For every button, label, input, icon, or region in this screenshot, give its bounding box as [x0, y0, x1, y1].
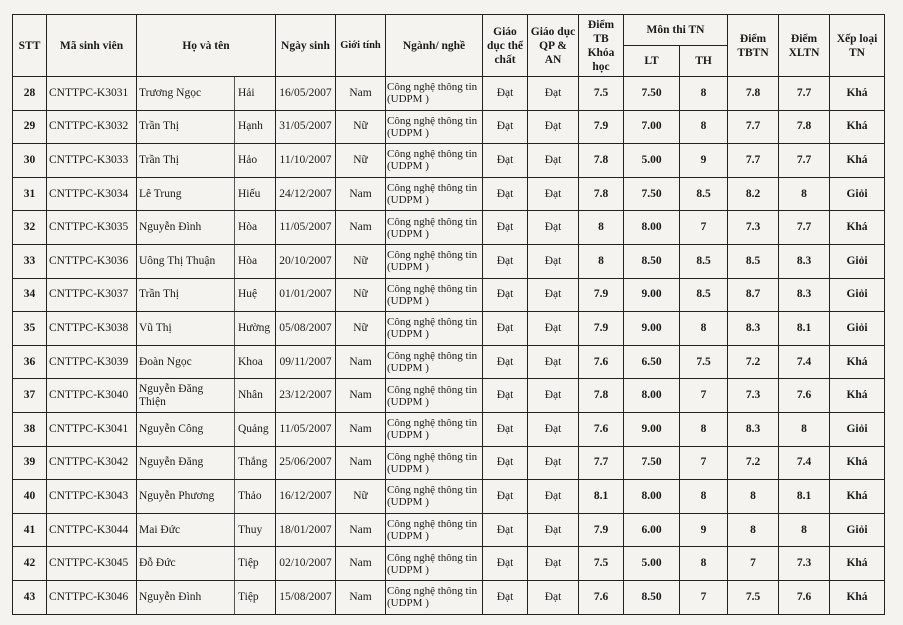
cell-dob: 15/08/2007: [276, 580, 336, 614]
cell-gpa: 8: [579, 244, 624, 278]
header-student-id: Mã sinh viên: [47, 15, 137, 77]
cell-stt: 43: [13, 580, 47, 614]
cell-tbtn: 7.8: [728, 77, 779, 111]
cell-lt: 8.00: [624, 379, 680, 413]
cell-defense: Đạt: [528, 110, 579, 144]
header-tbtn: Điểm TBTN: [728, 15, 779, 77]
cell-rank: Giỏi: [830, 244, 885, 278]
table-row: [13, 312, 885, 346]
cell-gender: Nam: [336, 412, 386, 446]
cell-major: Công nghệ thông tin (UDPM ): [386, 379, 483, 413]
cell-xltn: 8.1: [779, 312, 830, 346]
cell-first-name: Hạnh: [235, 110, 276, 144]
cell-major: Công nghệ thông tin (UDPM ): [386, 110, 483, 144]
cell-th: 8: [680, 480, 728, 514]
cell-pe: Đạt: [483, 345, 528, 379]
cell-major: Công nghệ thông tin (UDPM ): [386, 77, 483, 111]
cell-lt: 5.00: [624, 144, 680, 178]
cell-lt: 7.00: [624, 110, 680, 144]
cell-xltn: 7.3: [779, 547, 830, 581]
cell-rank: Khá: [830, 144, 885, 178]
cell-rank: Khá: [830, 580, 885, 614]
cell-gpa: 7.8: [579, 144, 624, 178]
table-row: [13, 244, 885, 278]
cell-pe: Đạt: [483, 177, 528, 211]
cell-student-id: CNTTPC-K3032: [47, 110, 137, 144]
cell-defense: Đạt: [528, 177, 579, 211]
cell-gender: Nam: [336, 547, 386, 581]
cell-stt: 36: [13, 345, 47, 379]
cell-tbtn: 7.3: [728, 379, 779, 413]
results-body: [13, 77, 885, 615]
cell-student-id: CNTTPC-K3039: [47, 345, 137, 379]
cell-stt: 35: [13, 312, 47, 346]
cell-defense: Đạt: [528, 244, 579, 278]
cell-stt: 32: [13, 211, 47, 245]
cell-pe: Đạt: [483, 211, 528, 245]
cell-last-name: Nguyễn Đăng: [137, 446, 235, 480]
cell-rank: Giỏi: [830, 177, 885, 211]
cell-first-name: Tiệp: [235, 580, 276, 614]
cell-last-name: Trần Thị: [137, 144, 235, 178]
cell-gender: Nam: [336, 446, 386, 480]
cell-rank: Khá: [830, 211, 885, 245]
cell-pe: Đạt: [483, 412, 528, 446]
cell-lt: 5.00: [624, 547, 680, 581]
cell-rank: Khá: [830, 77, 885, 111]
cell-first-name: Thắng: [235, 446, 276, 480]
cell-gender: Nữ: [336, 278, 386, 312]
cell-stt: 38: [13, 412, 47, 446]
cell-dob: 16/12/2007: [276, 480, 336, 514]
cell-gpa: 7.9: [579, 110, 624, 144]
cell-student-id: CNTTPC-K3036: [47, 244, 137, 278]
cell-last-name: Vũ Thị: [137, 312, 235, 346]
table-row: [13, 580, 885, 614]
grade-sheet: [12, 14, 884, 615]
cell-stt: 37: [13, 379, 47, 413]
cell-gpa: 7.6: [579, 580, 624, 614]
table-row: [13, 547, 885, 581]
header-dob: Ngày sinh: [276, 15, 336, 77]
cell-xltn: 7.4: [779, 446, 830, 480]
table-row: [13, 345, 885, 379]
cell-defense: Đạt: [528, 278, 579, 312]
cell-stt: 34: [13, 278, 47, 312]
cell-first-name: Khoa: [235, 345, 276, 379]
cell-tbtn: 8.2: [728, 177, 779, 211]
cell-stt: 30: [13, 144, 47, 178]
cell-student-id: CNTTPC-K3034: [47, 177, 137, 211]
cell-tbtn: 7: [728, 547, 779, 581]
cell-pe: Đạt: [483, 244, 528, 278]
cell-pe: Đạt: [483, 513, 528, 547]
table-row: [13, 177, 885, 211]
cell-defense: Đạt: [528, 412, 579, 446]
cell-first-name: Thuy: [235, 513, 276, 547]
cell-lt: 8.50: [624, 244, 680, 278]
header-lt: LT: [624, 46, 680, 77]
cell-gpa: 7.9: [579, 312, 624, 346]
cell-defense: Đạt: [528, 211, 579, 245]
cell-first-name: Hiếu: [235, 177, 276, 211]
cell-tbtn: 7.3: [728, 211, 779, 245]
cell-first-name: Quảng: [235, 412, 276, 446]
cell-defense: Đạt: [528, 446, 579, 480]
cell-dob: 11/05/2007: [276, 412, 336, 446]
cell-th: 7: [680, 446, 728, 480]
cell-gpa: 7.5: [579, 547, 624, 581]
cell-student-id: CNTTPC-K3037: [47, 278, 137, 312]
table-row: [13, 412, 885, 446]
cell-defense: Đạt: [528, 513, 579, 547]
cell-pe: Đạt: [483, 77, 528, 111]
cell-th: 8.5: [680, 278, 728, 312]
cell-dob: 16/05/2007: [276, 77, 336, 111]
cell-last-name: Lê Trung: [137, 177, 235, 211]
cell-lt: 7.50: [624, 446, 680, 480]
table-row: [13, 446, 885, 480]
cell-student-id: CNTTPC-K3045: [47, 547, 137, 581]
cell-first-name: Thảo: [235, 480, 276, 514]
cell-lt: 6.00: [624, 513, 680, 547]
cell-pe: Đạt: [483, 278, 528, 312]
cell-last-name: Trần Thị: [137, 110, 235, 144]
cell-gpa: 7.6: [579, 412, 624, 446]
cell-rank: Khá: [830, 547, 885, 581]
cell-gpa: 8: [579, 211, 624, 245]
cell-rank: Khá: [830, 446, 885, 480]
cell-major: Công nghệ thông tin (UDPM ): [386, 547, 483, 581]
cell-major: Công nghệ thông tin (UDPM ): [386, 278, 483, 312]
table-row: [13, 379, 885, 413]
cell-student-id: CNTTPC-K3031: [47, 77, 137, 111]
cell-last-name: Mai Đức: [137, 513, 235, 547]
cell-xltn: 7.7: [779, 77, 830, 111]
cell-student-id: CNTTPC-K3035: [47, 211, 137, 245]
cell-stt: 41: [13, 513, 47, 547]
cell-xltn: 8.3: [779, 278, 830, 312]
cell-th: 8: [680, 110, 728, 144]
cell-last-name: Đỗ Đức: [137, 547, 235, 581]
cell-th: 8: [680, 547, 728, 581]
cell-stt: 31: [13, 177, 47, 211]
cell-dob: 11/10/2007: [276, 144, 336, 178]
cell-lt: 9.00: [624, 412, 680, 446]
cell-tbtn: 8.3: [728, 412, 779, 446]
cell-major: Công nghệ thông tin (UDPM ): [386, 177, 483, 211]
cell-rank: Giỏi: [830, 312, 885, 346]
cell-first-name: Hòa: [235, 211, 276, 245]
cell-xltn: 8: [779, 513, 830, 547]
cell-th: 7: [680, 379, 728, 413]
cell-th: 7: [680, 580, 728, 614]
cell-th: 9: [680, 513, 728, 547]
cell-th: 9: [680, 144, 728, 178]
cell-rank: Khá: [830, 110, 885, 144]
cell-xltn: 7.8: [779, 110, 830, 144]
cell-rank: Khá: [830, 379, 885, 413]
cell-dob: 24/12/2007: [276, 177, 336, 211]
cell-tbtn: 8.5: [728, 244, 779, 278]
table-row: [13, 77, 885, 111]
cell-major: Công nghệ thông tin (UDPM ): [386, 312, 483, 346]
cell-stt: 28: [13, 77, 47, 111]
cell-last-name: Nguyễn Công: [137, 412, 235, 446]
cell-lt: 8.50: [624, 580, 680, 614]
header-major: Ngành/ nghề: [386, 15, 483, 77]
cell-dob: 05/08/2007: [276, 312, 336, 346]
cell-defense: Đạt: [528, 144, 579, 178]
cell-last-name: Nguyễn Đình: [137, 580, 235, 614]
cell-lt: 9.00: [624, 278, 680, 312]
cell-gpa: 7.7: [579, 446, 624, 480]
cell-student-id: CNTTPC-K3041: [47, 412, 137, 446]
table-row: [13, 211, 885, 245]
cell-last-name: Nguyễn Phương: [137, 480, 235, 514]
table-row: [13, 480, 885, 514]
cell-gender: Nam: [336, 77, 386, 111]
cell-defense: Đạt: [528, 547, 579, 581]
cell-tbtn: 8.7: [728, 278, 779, 312]
cell-first-name: Hải: [235, 77, 276, 111]
cell-last-name: Trương Ngọc: [137, 77, 235, 111]
cell-pe: Đạt: [483, 110, 528, 144]
cell-rank: Giỏi: [830, 278, 885, 312]
cell-tbtn: 7.2: [728, 345, 779, 379]
cell-xltn: 8.1: [779, 480, 830, 514]
cell-dob: 18/01/2007: [276, 513, 336, 547]
cell-pe: Đạt: [483, 547, 528, 581]
cell-xltn: 7.6: [779, 580, 830, 614]
cell-gpa: 7.6: [579, 345, 624, 379]
cell-gender: Nam: [336, 379, 386, 413]
cell-gpa: 7.9: [579, 513, 624, 547]
cell-student-id: CNTTPC-K3040: [47, 379, 137, 413]
header-exam-group: Môn thi TN: [624, 15, 728, 46]
cell-stt: 42: [13, 547, 47, 581]
cell-major: Công nghệ thông tin (UDPM ): [386, 513, 483, 547]
cell-dob: 23/12/2007: [276, 379, 336, 413]
cell-lt: 9.00: [624, 312, 680, 346]
cell-last-name: Nguyễn Đăng Thiện: [137, 379, 235, 413]
header-xltn: Điểm XLTN: [779, 15, 830, 77]
cell-tbtn: 8: [728, 480, 779, 514]
cell-lt: 8.00: [624, 211, 680, 245]
cell-gender: Nam: [336, 177, 386, 211]
cell-defense: Đạt: [528, 480, 579, 514]
cell-major: Công nghệ thông tin (UDPM ): [386, 480, 483, 514]
cell-th: 7: [680, 211, 728, 245]
cell-gender: Nữ: [336, 244, 386, 278]
cell-major: Công nghệ thông tin (UDPM ): [386, 412, 483, 446]
cell-last-name: Nguyễn Đình: [137, 211, 235, 245]
header-rank: Xếp loại TN: [830, 15, 885, 77]
cell-rank: Giỏi: [830, 513, 885, 547]
cell-gpa: 8.1: [579, 480, 624, 514]
cell-major: Công nghệ thông tin (UDPM ): [386, 580, 483, 614]
cell-gender: Nam: [336, 513, 386, 547]
table-row: [13, 110, 885, 144]
cell-dob: 31/05/2007: [276, 110, 336, 144]
table-row: [13, 513, 885, 547]
cell-major: Công nghệ thông tin (UDPM ): [386, 446, 483, 480]
cell-tbtn: 7.7: [728, 110, 779, 144]
cell-xltn: 8.3: [779, 244, 830, 278]
cell-lt: 7.50: [624, 177, 680, 211]
cell-first-name: Tiệp: [235, 547, 276, 581]
cell-dob: 09/11/2007: [276, 345, 336, 379]
cell-dob: 01/01/2007: [276, 278, 336, 312]
cell-xltn: 8: [779, 177, 830, 211]
cell-pe: Đạt: [483, 312, 528, 346]
cell-student-id: CNTTPC-K3046: [47, 580, 137, 614]
cell-major: Công nghệ thông tin (UDPM ): [386, 244, 483, 278]
cell-xltn: 7.4: [779, 345, 830, 379]
cell-defense: Đạt: [528, 345, 579, 379]
header-gpa: Điểm TB Khóa học: [579, 15, 624, 77]
cell-major: Công nghệ thông tin (UDPM ): [386, 345, 483, 379]
cell-rank: Khá: [830, 480, 885, 514]
cell-first-name: Huệ: [235, 278, 276, 312]
cell-stt: 29: [13, 110, 47, 144]
cell-th: 8.5: [680, 177, 728, 211]
cell-major: Công nghệ thông tin (UDPM ): [386, 211, 483, 245]
cell-first-name: Nhân: [235, 379, 276, 413]
cell-gender: Nữ: [336, 110, 386, 144]
cell-defense: Đạt: [528, 580, 579, 614]
cell-defense: Đạt: [528, 77, 579, 111]
cell-xltn: 7.7: [779, 144, 830, 178]
cell-th: 7.5: [680, 345, 728, 379]
cell-student-id: CNTTPC-K3033: [47, 144, 137, 178]
cell-th: 8: [680, 312, 728, 346]
cell-th: 8.5: [680, 244, 728, 278]
cell-stt: 40: [13, 480, 47, 514]
cell-dob: 25/06/2007: [276, 446, 336, 480]
cell-pe: Đạt: [483, 480, 528, 514]
header-defense: Giáo dục QP & AN: [528, 15, 579, 77]
cell-defense: Đạt: [528, 379, 579, 413]
cell-gpa: 7.8: [579, 177, 624, 211]
cell-gender: Nữ: [336, 144, 386, 178]
cell-tbtn: 7.5: [728, 580, 779, 614]
cell-gpa: 7.9: [579, 278, 624, 312]
cell-pe: Đạt: [483, 379, 528, 413]
results-table: [12, 14, 885, 615]
cell-th: 8: [680, 412, 728, 446]
cell-rank: Giỏi: [830, 412, 885, 446]
cell-gpa: 7.8: [579, 379, 624, 413]
cell-pe: Đạt: [483, 144, 528, 178]
cell-last-name: Trần Thị: [137, 278, 235, 312]
header-th: TH: [680, 46, 728, 77]
header-gender: Giới tính: [336, 15, 386, 77]
cell-lt: 8.00: [624, 480, 680, 514]
header-full-name: Họ và tên: [137, 15, 276, 77]
header-stt: STT: [13, 15, 47, 77]
cell-first-name: Hảo: [235, 144, 276, 178]
cell-last-name: Uông Thị Thuận: [137, 244, 235, 278]
cell-stt: 39: [13, 446, 47, 480]
cell-tbtn: 8: [728, 513, 779, 547]
cell-gender: Nam: [336, 211, 386, 245]
cell-rank: Khá: [830, 345, 885, 379]
cell-defense: Đạt: [528, 312, 579, 346]
cell-gender: Nam: [336, 345, 386, 379]
cell-student-id: CNTTPC-K3043: [47, 480, 137, 514]
cell-first-name: Hường: [235, 312, 276, 346]
cell-tbtn: 7.7: [728, 144, 779, 178]
cell-tbtn: 7.2: [728, 446, 779, 480]
cell-xltn: 7.7: [779, 211, 830, 245]
cell-student-id: CNTTPC-K3042: [47, 446, 137, 480]
cell-student-id: CNTTPC-K3044: [47, 513, 137, 547]
cell-dob: 11/05/2007: [276, 211, 336, 245]
table-row: [13, 144, 885, 178]
cell-xltn: 7.6: [779, 379, 830, 413]
cell-lt: 7.50: [624, 77, 680, 111]
cell-th: 8: [680, 77, 728, 111]
cell-last-name: Đoàn Ngọc: [137, 345, 235, 379]
table-row: [13, 278, 885, 312]
cell-pe: Đạt: [483, 446, 528, 480]
cell-tbtn: 8.3: [728, 312, 779, 346]
cell-first-name: Hòa: [235, 244, 276, 278]
cell-student-id: CNTTPC-K3038: [47, 312, 137, 346]
cell-pe: Đạt: [483, 580, 528, 614]
cell-dob: 02/10/2007: [276, 547, 336, 581]
cell-gender: Nữ: [336, 480, 386, 514]
cell-stt: 33: [13, 244, 47, 278]
cell-major: Công nghệ thông tin (UDPM ): [386, 144, 483, 178]
cell-gender: Nam: [336, 580, 386, 614]
cell-lt: 6.50: [624, 345, 680, 379]
cell-xltn: 8: [779, 412, 830, 446]
cell-gpa: 7.5: [579, 77, 624, 111]
header-pe: Giáo dục thể chất: [483, 15, 528, 77]
cell-dob: 20/10/2007: [276, 244, 336, 278]
cell-gender: Nữ: [336, 312, 386, 346]
